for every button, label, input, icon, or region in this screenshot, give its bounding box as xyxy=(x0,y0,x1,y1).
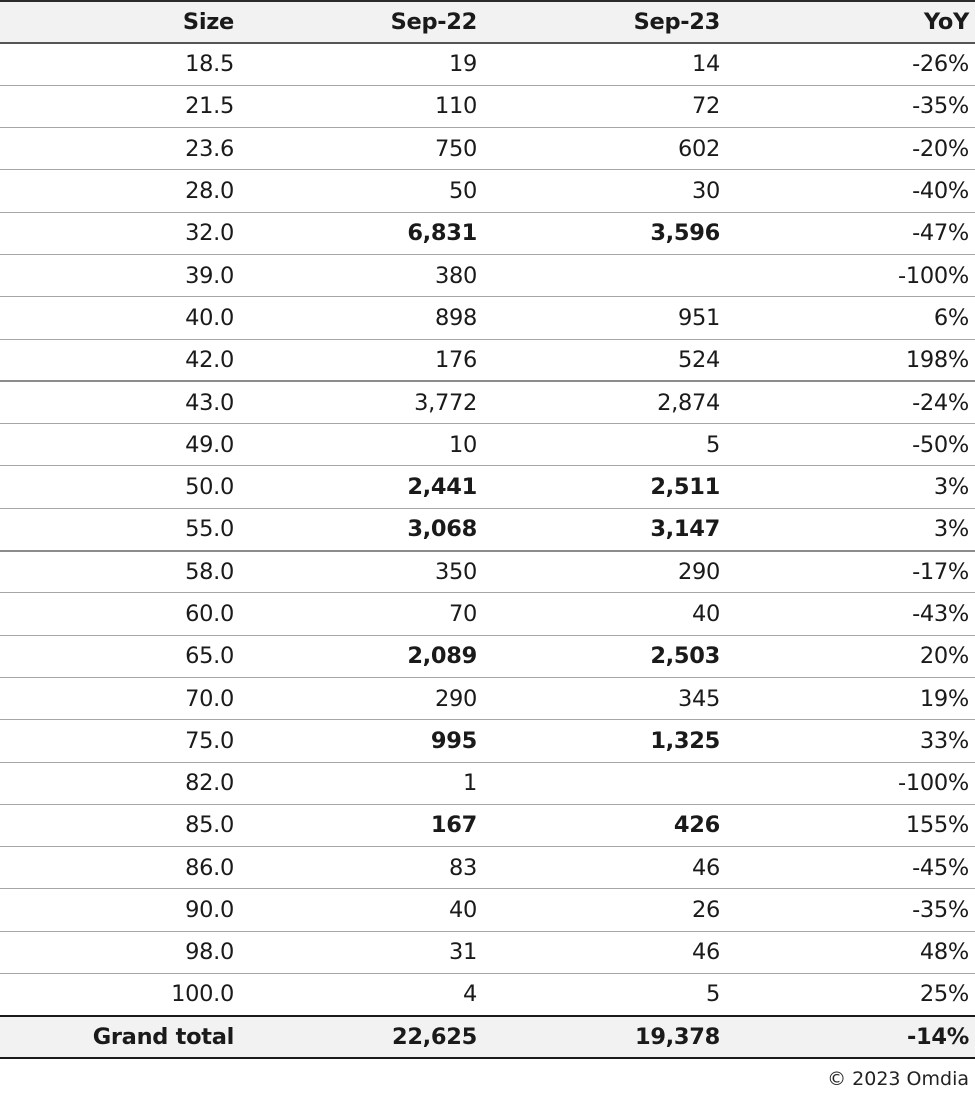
cell-sep23: 1,325 xyxy=(483,720,726,762)
cell-sep23 xyxy=(483,762,726,804)
cell-size: 75.0 xyxy=(0,720,240,762)
total-label: Grand total xyxy=(0,1016,240,1058)
header-yoy: YoY xyxy=(726,1,975,43)
cell-yoy: 3% xyxy=(726,466,975,508)
copyright-note: © 2023 Omdia xyxy=(827,1068,969,1090)
cell-sep23: 46 xyxy=(483,847,726,889)
cell-sep23: 14 xyxy=(483,43,726,85)
cell-size: 70.0 xyxy=(0,677,240,719)
total-yoy: -14% xyxy=(726,1016,975,1058)
total-sep22: 22,625 xyxy=(240,1016,483,1058)
cell-size: 100.0 xyxy=(0,974,240,1016)
table-row xyxy=(0,43,975,85)
cell-size: 32.0 xyxy=(0,212,240,254)
cell-sep22: 40 xyxy=(240,889,483,931)
header-sep23: Sep-23 xyxy=(483,1,726,43)
cell-sep23: 40 xyxy=(483,593,726,635)
cell-sep23: 602 xyxy=(483,128,726,170)
cell-size: 49.0 xyxy=(0,424,240,466)
cell-sep22: 380 xyxy=(240,254,483,296)
cell-sep22: 167 xyxy=(240,804,483,846)
cell-yoy: 6% xyxy=(726,297,975,339)
cell-yoy: 3% xyxy=(726,508,975,550)
cell-sep23: 3,147 xyxy=(483,508,726,550)
cell-sep22: 350 xyxy=(240,551,483,593)
cell-sep23: 30 xyxy=(483,170,726,212)
cell-size: 60.0 xyxy=(0,593,240,635)
cell-sep23: 345 xyxy=(483,677,726,719)
cell-sep22: 176 xyxy=(240,339,483,381)
cell-yoy: 48% xyxy=(726,931,975,973)
cell-sep22: 70 xyxy=(240,593,483,635)
cell-sep22: 2,441 xyxy=(240,466,483,508)
cell-sep23: 72 xyxy=(483,85,726,127)
table-row xyxy=(0,170,975,212)
cell-sep22: 3,068 xyxy=(240,508,483,550)
cell-sep23: 2,511 xyxy=(483,466,726,508)
cell-size: 58.0 xyxy=(0,551,240,593)
cell-yoy: -50% xyxy=(726,424,975,466)
cell-yoy: -47% xyxy=(726,212,975,254)
cell-size: 39.0 xyxy=(0,254,240,296)
cell-size: 42.0 xyxy=(0,339,240,381)
cell-sep23: 46 xyxy=(483,931,726,973)
table-row xyxy=(0,720,975,762)
cell-size: 43.0 xyxy=(0,381,240,423)
table-row xyxy=(0,381,975,423)
cell-yoy: -17% xyxy=(726,551,975,593)
cell-sep22: 110 xyxy=(240,85,483,127)
cell-sep23: 2,503 xyxy=(483,635,726,677)
cell-sep23: 290 xyxy=(483,551,726,593)
cell-sep23: 3,596 xyxy=(483,212,726,254)
cell-sep23: 5 xyxy=(483,424,726,466)
cell-size: 40.0 xyxy=(0,297,240,339)
cell-yoy: 20% xyxy=(726,635,975,677)
cell-yoy: 198% xyxy=(726,339,975,381)
table-row xyxy=(0,635,975,677)
cell-size: 90.0 xyxy=(0,889,240,931)
cell-yoy: -26% xyxy=(726,43,975,85)
table-row xyxy=(0,424,975,466)
table-row xyxy=(0,931,975,973)
cell-yoy: -45% xyxy=(726,847,975,889)
table-row xyxy=(0,974,975,1016)
table-row xyxy=(0,339,975,381)
header-size: Size xyxy=(0,1,240,43)
table-row xyxy=(0,762,975,804)
header-row xyxy=(0,1,975,43)
cell-sep22: 19 xyxy=(240,43,483,85)
cell-size: 85.0 xyxy=(0,804,240,846)
cell-sep22: 290 xyxy=(240,677,483,719)
cell-size: 98.0 xyxy=(0,931,240,973)
cell-sep22: 10 xyxy=(240,424,483,466)
cell-sep22: 3,772 xyxy=(240,381,483,423)
table-row xyxy=(0,254,975,296)
cell-sep22: 50 xyxy=(240,170,483,212)
table-row xyxy=(0,85,975,127)
cell-sep23: 5 xyxy=(483,974,726,1016)
cell-sep22: 750 xyxy=(240,128,483,170)
table-body xyxy=(0,43,975,1016)
cell-yoy: 33% xyxy=(726,720,975,762)
table-row xyxy=(0,508,975,550)
cell-size: 55.0 xyxy=(0,508,240,550)
cell-sep22: 2,089 xyxy=(240,635,483,677)
cell-size: 23.6 xyxy=(0,128,240,170)
cell-sep23: 951 xyxy=(483,297,726,339)
cell-yoy: -43% xyxy=(726,593,975,635)
cell-size: 86.0 xyxy=(0,847,240,889)
cell-size: 21.5 xyxy=(0,85,240,127)
table-row xyxy=(0,804,975,846)
cell-sep22: 6,831 xyxy=(240,212,483,254)
cell-yoy: -35% xyxy=(726,889,975,931)
cell-yoy: -40% xyxy=(726,170,975,212)
cell-yoy: -20% xyxy=(726,128,975,170)
table-row xyxy=(0,677,975,719)
cell-size: 65.0 xyxy=(0,635,240,677)
cell-sep23 xyxy=(483,254,726,296)
cell-sep22: 83 xyxy=(240,847,483,889)
grand-total-row xyxy=(0,1016,975,1058)
cell-sep22: 31 xyxy=(240,931,483,973)
cell-yoy: -35% xyxy=(726,85,975,127)
table-row xyxy=(0,212,975,254)
cell-size: 18.5 xyxy=(0,43,240,85)
cell-sep22: 4 xyxy=(240,974,483,1016)
table-row xyxy=(0,128,975,170)
cell-size: 28.0 xyxy=(0,170,240,212)
cell-yoy: -100% xyxy=(726,762,975,804)
cell-sep23: 26 xyxy=(483,889,726,931)
total-sep23: 19,378 xyxy=(483,1016,726,1058)
cell-sep22: 995 xyxy=(240,720,483,762)
table-row xyxy=(0,297,975,339)
table-row xyxy=(0,593,975,635)
cell-sep23: 426 xyxy=(483,804,726,846)
cell-yoy: -100% xyxy=(726,254,975,296)
cell-sep22: 898 xyxy=(240,297,483,339)
cell-yoy: -24% xyxy=(726,381,975,423)
table-row xyxy=(0,889,975,931)
cell-yoy: 25% xyxy=(726,974,975,1016)
cell-size: 50.0 xyxy=(0,466,240,508)
table-row xyxy=(0,466,975,508)
cell-sep23: 2,874 xyxy=(483,381,726,423)
table-row xyxy=(0,847,975,889)
header-sep22: Sep-22 xyxy=(240,1,483,43)
cell-yoy: 19% xyxy=(726,677,975,719)
cell-size: 82.0 xyxy=(0,762,240,804)
cell-sep23: 524 xyxy=(483,339,726,381)
cell-yoy: 155% xyxy=(726,804,975,846)
table-row xyxy=(0,551,975,593)
cell-sep22: 1 xyxy=(240,762,483,804)
